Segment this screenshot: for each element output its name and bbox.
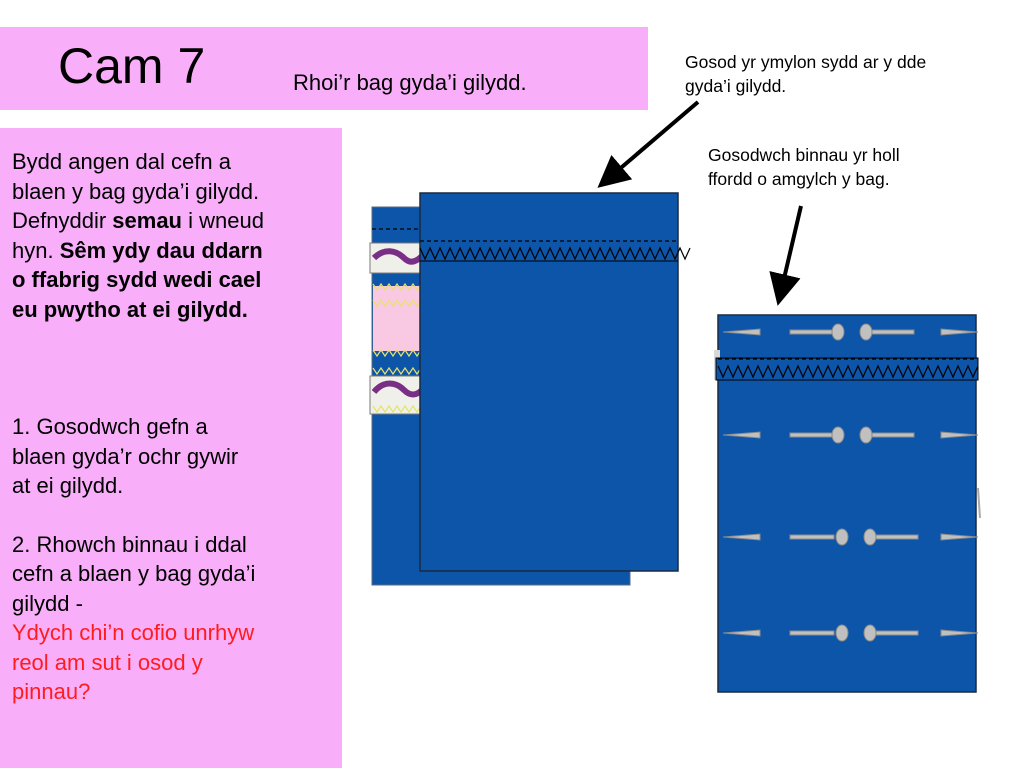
arrow-icon: [602, 102, 698, 184]
definition-text: o ffabrig sydd wedi cael: [12, 267, 262, 292]
intro-text: hyn.: [12, 237, 60, 263]
intro-text: Defnyddir: [12, 208, 113, 233]
callout-edges-line: gyda’i gilydd.: [685, 76, 787, 96]
slide-subtitle: Rhoi’r bag gyda’i gilydd.: [293, 70, 527, 95]
step-1-line: 1. Gosodwch gefn a: [12, 414, 208, 439]
callout-edges-line: Gosod yr ymylon sydd ar y dde: [685, 52, 927, 72]
definition-text: Sêm ydy dau ddarn: [59, 237, 263, 263]
intro-line: blaen y bag gyda’i gilydd.: [12, 178, 260, 204]
step-2-line: gilydd -: [12, 590, 83, 616]
slide-title: Cam 7: [58, 38, 206, 94]
intro-text: i wneud: [182, 208, 264, 233]
step-2-line: 2. Rhowch binnau i ddal: [12, 531, 247, 557]
intro-line: Bydd angen dal cefn a: [12, 149, 231, 174]
step-1-line: at ei gilydd.: [12, 473, 124, 498]
question-line: reol am sut i osod y: [12, 649, 203, 675]
step-2-line: cefn a blaen y bag gyda’i: [12, 561, 256, 586]
callout-pins-line: ffordd o amgylch y bag.: [708, 169, 890, 189]
callout-pins-line: Gosodwch binnau yr holl: [708, 145, 900, 165]
definition-text: eu pwytho at ei gilydd.: [12, 296, 248, 322]
question-line: Ydych chi’n cofio unrhyw: [12, 620, 255, 645]
question-line: pinnau?: [12, 679, 91, 704]
bag-front-piece: [420, 193, 690, 571]
keyword-semau: semau: [112, 208, 182, 233]
arrow-icon: [779, 206, 801, 300]
step-1-line: blaen gyda’r ochr gywir: [12, 443, 239, 469]
